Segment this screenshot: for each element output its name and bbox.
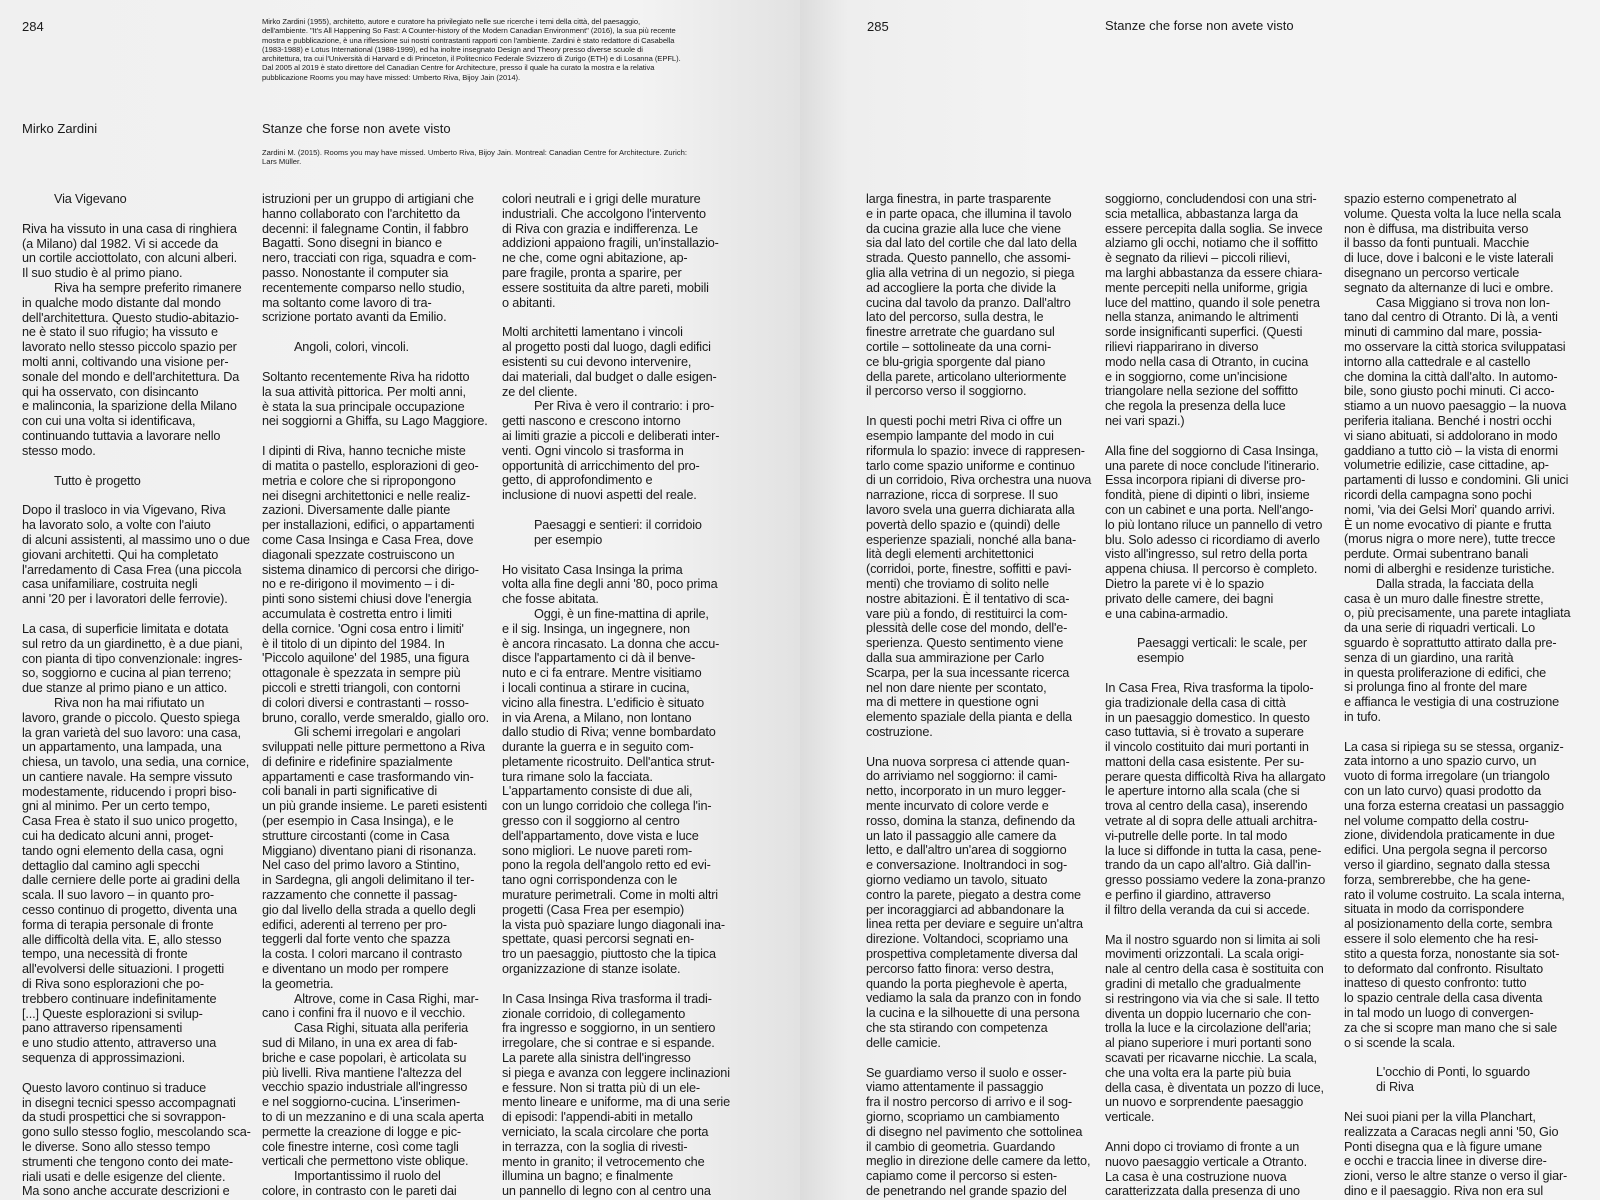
right-page bbox=[800, 0, 1600, 1200]
paragraph-spacer bbox=[1344, 725, 1579, 740]
text-column bbox=[1344, 192, 1579, 1199]
paragraph-spacer bbox=[502, 503, 737, 518]
paragraph: Soltanto recentemente Riva ha ridotto la sua attività pittorica. Per molti anni, è stata la sua principale occupazione nei soggiorni a Ghiffa, su Lago Maggiore. bbox=[262, 369, 488, 429]
paragraph: Anni dopo ci troviamo di fronte a un nuovo paesaggio verticale a Otranto. La casa è una costruzione nuova caratterizzata dalla presenza di uno bbox=[1105, 1140, 1307, 1199]
paragraph: istruzioni per un gruppo di artigiani che hanno collaborato con l'architetto da decenni: il falegname Contin, il fabbro Bagatti. Sono disegni in bianco e nero, tracciati con riga, squadra e com- passo. Nonostante il computer sia recentemente comparso nello studio, ma soltanto come lavoro di tra- scrizione portato avanti da Emilio. bbox=[262, 192, 477, 325]
paragraph: La casa si ripiega su se stessa, organiz- zata intorno a uno spazio curvo, un vuoto di forma irregolare (un triangolo con un lato curvo) quasi prodotto da una forza esterna creatasi un passaggio nel volume compatto della costru- zione, dividendola praticamente in due edifici. Una pergola segna il percorso verso il giardino, segnato dalla stessa forza, sembrerebbe, che ha gene- rato il volume costruito. La scala interna, situata in modo da corrispondere al posizionamento della corte, sembra essere il solo elemento che ha resi- stito a questa forza, nonostante sia sot- to deformato dal confronto. Risultato inatteso di questo confronto: tutto lo spazio centrale della casa diventa in tal modo un luogo di convergen- za che si scopre man mano che si sale o si scende la scala. bbox=[1344, 739, 1565, 1050]
paragraph: Importantissimo il ruolo del colore, in contrasto con le pareti dai bbox=[262, 1169, 457, 1198]
page-number-right: 285 bbox=[867, 19, 889, 34]
paragraph-spacer bbox=[502, 310, 737, 325]
paragraph: Una nuova sorpresa ci attende quan- do arriviamo nel soggiorno: il cami- netto, incorporato in un muro legger- mente incurvato di colore verde e rosso, domina la stanza, definendo da un lato il passaggio alle camere da letto, e dall'altro un'area di soggiorno e conversazione. Inoltrandoci in sog- giorno vediamo un tavolo, situato contro la parete, piegato a destra come per incoraggiarci ad abbandonare la linea retta per deviare e seguire un'altra direzione. Voltandoci, scopriamo una prospettiva completamente diversa dal percorso fatto finora: verso destra, quando la porta pieghevole è aperta, vediamo la sala da pranzo con in fondo la cucina e la silhouette di una persona che sta stirando con competenza delle camicie. bbox=[866, 754, 1083, 1050]
section-heading: Paesaggi verticali: le scale, per esempio bbox=[1137, 636, 1307, 666]
paragraph-spacer bbox=[22, 207, 257, 222]
text-column bbox=[22, 192, 257, 1199]
paragraph: Ho visitato Casa Insinga la prima volta alla fine degli anni '80, poco prima che fosse abitata. bbox=[502, 562, 718, 607]
paragraph: Dalla strada, la facciata della casa è un muro dalle finestre strette, o, più precisamente, una parete intagliata da una serie di riquadri verticali. Lo sguardo è soprattutto attirato dalla pre- senza di un giardino, una rarità in questa proliferazione di edifici, che si prolunga fino al fronte del mare e affianca le vestigia di una costruzione in tufo. bbox=[1344, 576, 1571, 724]
paragraph: I dipinti di Riva, hanno tecniche miste di matita o pastello, esplorazioni di geo- metria e colore che si ripropongono nei disegni architettonici e nelle realiz- zazioni. Diversamente dalle piante per installazioni, edifici, o appartamenti come Casa Insinga e Casa Frea, dove diagonali spezzate costruiscono un sistema dinamico di percorsi che dirigo- no e re-dirigono il movimento – i di- pinti sono sistemi chiusi dove l'energia accumulata è costretta entro i limiti della cornice. 'Ogni cosa entro i limiti' è il titolo di un dipinto del 1984. In 'Piccolo aquilone' del 1985, una figura ottagonale è spezzata in sempre più piccoli e stretti triangoli, con contorni di colori diversi e contrastanti – rosso- bruno, corallo, verde smeraldo, giallo oro. bbox=[262, 444, 489, 725]
running-header: Stanze che forse non avete visto bbox=[1105, 18, 1294, 33]
paragraph-spacer bbox=[1105, 666, 1340, 681]
paragraph-spacer bbox=[866, 740, 1101, 755]
paragraph: spazio esterno compenetrato al volume. Questa volta la luce nella scala non è diffusa, ma distribuita verso il basso da fonti puntuali. Macchie di luce, dove i balconi e le viste laterali disegnano un percorso verticale segnato da alternanze di luci e ombre. bbox=[1344, 192, 1561, 295]
paragraph: Ma il nostro sguardo non si limita ai soli movimenti orizzontali. La scala origi- nale al centro della casa è sostituita con gradini di metallo che gradualmente si restringono via via che si sale. Il tetto diventa un doppio lucernario che con- trolla la luce e la circolazione dell'aria; al piano superiore i muri portanti sono scavati per ricavarne nicchie. La scala, che una volta era la parte più buia della casa, è diventata un pozzo di luce, un nuovo e sorprendente paesaggio verticale. bbox=[1105, 932, 1324, 1125]
paragraph-spacer bbox=[866, 1051, 1101, 1066]
paragraph: Se guardiamo verso il suolo e osser- viamo attentamente il passaggio fra il nostro percorso di arrivo e il sog- giorno, scopriamo un cambiamento di disegno nel pavimento che sottolinea il cambio di geometria. Guardando meglio in direzione delle camere da letto, capiamo come il percorso si esten- de penetrando nel grande spazio del bbox=[866, 1065, 1091, 1198]
paragraph: Oggi, è un fine-mattina di aprile, e il sig. Insinga, un ingegnere, non è ancora rincasato. La donna che accu- disce l'appartamento ci dà il benve- nuto e ci fa entrare. Mentre visitiamo i locali continua a stirare in cucina, vicino alla finestra. L'edificio è situato in via Arena, a Milano, non lontano dallo studio di Riva; venne bombardato durante la guerra e in seguito com- pletamente ricostruito. Dell'antica strut- tura rimane solo la facciata. L'appartamento consiste di due ali, con un lungo corridoio che collega l'in- gresso con il soggiorno al centro dell'appartamento, dove vista e luce sono migliori. Le nuove pareti rom- pono la regola dell'angolo retto ed evi- tano ogni corrispondenza con le murature perimetrali. Come in molti altri progetti (Casa Frea per esempio) la vista può spaziare lungo diagonali ina- spettate, quasi percorsi segnati en- tro un paesaggio, piuttosto che la tipica organizzazione di stanze isolate. bbox=[502, 606, 725, 977]
paragraph: Riva ha vissuto in una casa di ringhiera (a Milano) dal 1982. Vi si accede da un cortile acciottolato, con alcuni alberi. Il suo studio è al primo piano. bbox=[22, 221, 237, 281]
paragraph-spacer bbox=[1105, 918, 1340, 933]
paragraph-spacer bbox=[22, 488, 257, 503]
section-heading: Paesaggi e sentieri: il corridoio per esempio bbox=[534, 517, 702, 547]
paragraph: La casa, di superficie limitata e dotata sul retro da un giardinetto, è a due piani, con pianta di tipo convenzionale: ingres- so, soggiorno e cucina al pian terreno; due stanze al primo piano e un attico. bbox=[22, 621, 243, 696]
paragraph: Casa Miggiano si trova non lon- tano dal centro di Otranto. Di là, a venti minuti di cammino dal mare, possia- mo osservare la città storica sviluppatasi intorno alla cattedrale e al castello che domina la città dall'alto. In automo- bile, sono giusto pochi minuti. Ci acco- stiamo a un nuovo paesaggio – la nuova periferia italiana. Benché i nostri occhi vi siano abituati, si addolorano in modo gaddiano a tutto ciò – la vista di enormi volumetrie edilizie, case cittadine, ap- partamenti di lusso e condomini. Gli unici ricordi della campagna sono pochi nomi, 'via dei Gelsi Mori' quando arrivi. È un nome evocativo di piante e frutta (morus nigra o more nere), tutte trecce perdute. Ormai subentrano banali nomi di alberghi e residenze turistiche. bbox=[1344, 295, 1569, 576]
author-bio: Mirko Zardini (1955), architetto, autore e curatore ha privilegiato nelle sue ricerche i temi della città, del paesaggio, dell'ambiente. "It's All Happening So Fast: A Counter-history of the Modern Canadian Environment" (2016), la sua più recente mostra e pubblicazione, è una riflessione sui nostri contrastanti rapporti con l'ambiente. Zardini è stato redattore di Casabella (1983-1988) e Lotus International (1988-1999), ed ha inoltre insegnato Design and Theory presso diverse scuole di architettura, tra cui l'Università di Harvard e di Princeton, il Politecnico Federale Svizzero di Zurigo (ETH) e di Losanna (EPFL). Dal 2005 al 2019 è stato direttore del Canadian Centre for Architecture, presso il quale ha curato la mostra e la relativa pubblicazione Rooms you may have missed: Umberto Riva, Bijoy Jain (2014). bbox=[262, 17, 681, 82]
text-column bbox=[262, 192, 497, 1199]
paragraph: Alla fine del soggiorno di Casa Insinga, una parete di noce conclude l'itinerario. Essa incorpora ripiani di diverse pro- fondità, piene di dipinti o libri, insieme con un cabinet e una porta. Nell'ango- lo più lontano riluce un pannello di vetro blu. Solo adesso ci ricordiamo di averlo visto all'ingresso, sul retro della porta appena chiusa. Il percorso è completo. Dietro la parete vi è lo spazio privato delle camere, dei bagni e una cabina-armadio. bbox=[1105, 443, 1323, 621]
section-heading: Tutto è progetto bbox=[54, 473, 141, 488]
paragraph: Casa Righi, situata alla periferia sud di Milano, in una ex area di fab- briche e case popolari, è articolata su più livelli. Riva mantiene l'altezza del vecchio spazio industriale all'ingresso e nel soggiorno-cucina. L'inserimen- to di un mezzanino e di una scala aperta permette la creazione di logge e pic- cole finestre interne, così come tagli verticali che permettono viste oblique. bbox=[262, 1021, 484, 1169]
paragraph-spacer bbox=[1105, 429, 1340, 444]
paragraph-spacer bbox=[1344, 1095, 1579, 1110]
paragraph-spacer bbox=[1105, 621, 1340, 636]
text-column bbox=[866, 192, 1101, 1199]
paragraph-spacer bbox=[262, 355, 497, 370]
paragraph-spacer bbox=[22, 607, 257, 622]
paragraph-spacer bbox=[502, 548, 737, 563]
paragraph: Altrove, come in Casa Righi, mar- cano i confini fra il nuovo e il vecchio. bbox=[262, 991, 479, 1021]
paragraph: Dopo il trasloco in via Vigevano, Riva ha lavorato solo, a volte con l'aiuto di alcuni assistenti, al massimo uno o due giovani architetti. Qui ha completato l'arredamento di Casa Frea (una piccola casa unifamiliare, costruita negli anni '20 per i lavoratori delle ferrovie). bbox=[22, 503, 250, 607]
paragraph: Nei suoi piani per la villa Planchart, realizzata a Caracas negli anni '50, Gio Ponti disegna qua e là figure umane e occhi e traccia linee in diverse dire- zioni, verso le altre stanze o verso il giar- dino e il paesaggio. Riva non era sul bbox=[1344, 1110, 1568, 1198]
paragraph: In Casa Insinga Riva trasforma il tradi- zionale corridoio, di collegamento fra ingresso e soggiorno, in un sentiero irregolare, che si contrae e si espande. La parete alla sinistra dell'ingresso si piega e avanza con leggere inclinazioni e fessure. Non si tratta più di un ele- mento lineare e uniforme, ma di una serie di episodi: l'appendi-abiti in metallo verniciato, la scala circolare che porta in terrazza, con la soglia di rivesti- mento in granito; il vetrocemento che illumina un bagno; e finalmente un pannello di legno con al centro una bbox=[502, 991, 730, 1199]
paragraph-spacer bbox=[1344, 1050, 1579, 1065]
paragraph: larga finestra, in parte trasparente e in parte opaca, che illumina il tavolo da cucina grazie alla luce che viene sia dal lato del cortile che dal lato della strada. Questo pannello, che assomi- glia alla vetrina di un negozio, si piega ad accogliere la porta che divide la cucina dal tavolo da pranzo. Dall'altro lato del percorso, sulla destra, le finestre arretrate che guardano sul cortile – sottolineate da una corni- ce blu-grigia sporgente dal piano della parete, articolano ulteriormente il percorso verso il soggiorno. bbox=[866, 192, 1077, 399]
paragraph-spacer bbox=[502, 977, 737, 992]
paragraph: soggiorno, concludendosi con una stri- scia metallica, abbastanza larga da essere percepita dalla soglia. Se invece alziamo gli occhi, notiamo che il soffitto è segnato da rilievi – piccoli rilievi, ma larghi abbastanza da essere chiara- mente percepiti nella uniforme, grigia luce del mattino, quando il sole penetra nella stanza, animando le altrimenti sorde insignificanti superfici. (Questi rilievi riapparirano in diverso modo nella casa di Otranto, in cucina e in soggiorno, come un'incisione triangolare nella sezione del soffitto che regola la presenza della luce nei vari spazi.) bbox=[1105, 192, 1323, 428]
paragraph: Gli schemi irregolari e angolari sviluppati nelle pitture permettono a Riva di definire e ridefinire spazialmente appartamenti e case trasformando vin- coli banali in parti significative di un più grande insieme. Le pareti esistenti (per esempio in Casa Insinga), e le strutture circostanti (come in Casa Miggiano) diventano piani di risonanza. Nel caso del primo lavoro a Stintino, in Sardegna, gli angoli delimitano il ter- razzamento che connette il passag- gio dal livello della strada a quello degli edifici, aderenti al terreno per pro- teggerli dal forte vento che spazza la costa. I colori marcano il contrasto e diventano un modo per rompere la geometria. bbox=[262, 725, 488, 991]
paragraph: Questo lavoro continuo si traduce in disegni tecnici spesso accompagnati da studi prospettici che si sovrappon- gono sullo stesso foglio, mescolando sca- le diverse. Sono allo stesso tempo strumenti che tengono conto dei mate- riali usati e delle esigenze del cliente. Ma sono anche accurate descrizioni e bbox=[22, 1080, 251, 1199]
section-heading: Via Vigevano bbox=[54, 192, 127, 206]
paragraph: colori neutrali e i grigi delle murature industriali. Che accolgono l'intervento di Riva con grazia e indifferenza. Le addizioni appaiono fragili, un'installazio- ne che, come ogni abitazione, ap- pare fragile, pronta a sparire, per essere sostituita da altre pareti, mobili o abitanti. bbox=[502, 192, 719, 310]
paragraph-spacer bbox=[22, 1066, 257, 1081]
paragraph: In Casa Frea, Riva trasforma la tipolo- gia tradizionale della casa di città in un paesaggio domestico. In questo caso tuttavia, si è trovato a superare il vincolo costituito dai muri portanti in mattoni della casa esistente. Per su- perare questa difficoltà Riva ha allargato le aperture intorno alla scala (che si trova al centro della casa), inserendo vetrate al di sopra delle attuali architra- vi-putrelle delle porte. In tal modo la luce si diffonde in tutta la casa, pene- trando da un capo all'altro. Già dall'in- gresso possiamo vedere la zona-pranzo e perfino il giardino, attraverso il filtro della veranda da cui si accede. bbox=[1105, 680, 1326, 917]
text-column bbox=[502, 192, 737, 1199]
author-name: Mirko Zardini bbox=[22, 121, 98, 136]
paragraph: Riva ha sempre preferito rimanere in qualche modo distante dal mondo dell'architettura. Questo studio-abitazio- ne è stato il suo rifugio; ha vissuto e lavorato nello stesso piccolo spazio per molti anni, coltivando una visione per- sonale del mondo e dell'architettura. Da qui ha osservato, con disincanto e malinconia, la sparizione della Milano con cui una volta si identificava, continuando tuttavia a lavorare nello stesso modo. bbox=[22, 280, 242, 458]
bibliographic-reference: Zardini M. (2015). Rooms you may have missed. Umberto Riva, Bijoy Jain. Montreal: Canadian Centre for Architecture. Zurich: Lars Müller. bbox=[262, 148, 687, 167]
section-heading: Angoli, colori, vincoli. bbox=[294, 340, 409, 355]
paragraph: Per Riva è vero il contrario: i pro- getti nascono e crescono intorno ai limiti grazie a piccoli e deliberati inter- venti. Ogni vincolo si trasforma in opportunità di arricchimento del pro- getto, di approfondimento e inclusione di nuovi aspetti del reale. bbox=[502, 399, 720, 503]
paragraph-spacer bbox=[22, 459, 257, 474]
paragraph-spacer bbox=[866, 399, 1101, 414]
page-number-left: 284 bbox=[22, 19, 44, 34]
paragraph-spacer bbox=[262, 429, 497, 444]
paragraph-spacer bbox=[262, 325, 497, 340]
section-heading: L'occhio di Ponti, lo sguardo di Riva bbox=[1376, 1065, 1530, 1095]
paragraph: In questi pochi metri Riva ci offre un esempio lampante del modo in cui riformula lo spazio: invece di rappresen- tarlo come spazio uniforme e continuo di un corridoio, Riva orchestra una nuova narrazione, ricca di sorprese. Il suo lavoro svela una guerra dichiarata alla povertà dello spazio e (quindi) delle esperienze spaziali, nonché alla bana- lità degli elementi architettonici (corridoi, porte, finestre, soffitti e pavi- menti) che troviamo di solito nelle nostre abitazioni. È il tentativo di sca- vare più a fondo, di restituirci la com- plessità delle cose del mondo, dell'e- sperienza. Questo sentimento viene dalla sua ammirazione per Carlo Scarpa, per la sua incessante ricerca nel non dare niente per scontato, ma di mettere in questione ogni elemento spaziale della pianta e della costruzione. bbox=[866, 414, 1092, 739]
article-title: Stanze che forse non avete visto bbox=[262, 121, 451, 136]
paragraph: Riva non ha mai rifiutato un lavoro, grande o piccolo. Questo spiega la gran varietà del suo lavoro: una casa, un appartamento, una lampada, una chiesa, un tavolo, una sedia, una cornice, un cantiere navale. Ha sempre vissuto modestamente, riducendo i propri biso- gni al minimo. Per un certo tempo, Casa Frea è stato il suo unico progetto, cui ha dedicato alcuni anni, proget- tando ogni elemento della casa, ogni dettaglio dal camino agli specchi dalle cerniere delle porte ai gradini della scala. Il suo lavoro – in quanto pro- cesso continuo di progetto, diventa una forma di terapia personale di fronte alle difficoltà della vita. E, allo stesso tempo, una necessità di fronte all'evolversi delle situazioni. I progetti di Riva sono esplorazioni che po- trebbero continuare indefinitamente [...] Queste esplorazioni si svilup- pano attraverso ripensamenti e uno studio attento, attraverso una sequenza di approssimazioni. bbox=[22, 695, 250, 1066]
paragraph-spacer bbox=[1105, 1125, 1340, 1140]
paragraph: Molti architetti lamentano i vincoli al progetto posti dal luogo, dagli edifici esistenti su cui devono intervenire, dai materiali, dal budget o dalle esigen- ze del cliente. bbox=[502, 325, 717, 399]
text-column bbox=[1105, 192, 1340, 1199]
